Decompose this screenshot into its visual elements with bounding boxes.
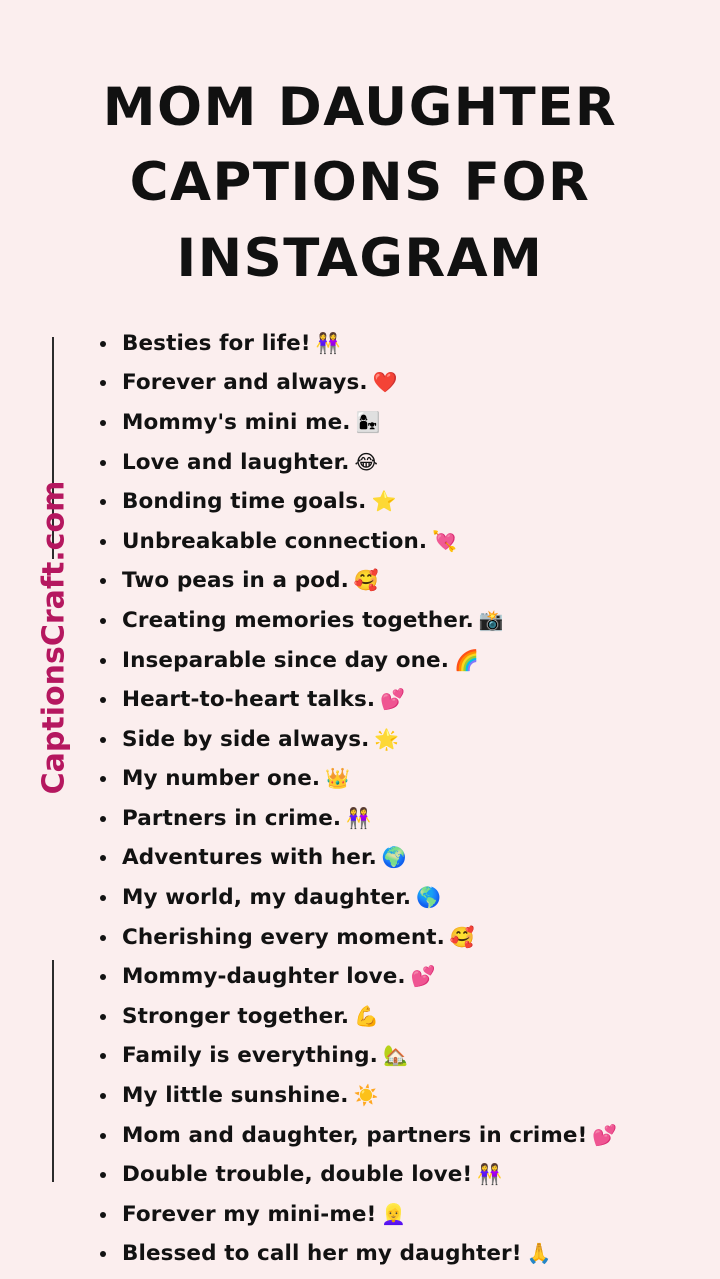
caption-emoji-icon: 👭 xyxy=(477,1162,503,1187)
caption-emoji-icon: 🌍 xyxy=(381,845,407,870)
list-item xyxy=(122,878,690,918)
caption-emoji-icon: 🥰 xyxy=(353,568,379,593)
caption-text: Adventures with her. xyxy=(122,845,377,871)
caption-text: My world, my daughter. xyxy=(122,885,412,911)
caption-text: Blessed to call her my daughter! xyxy=(122,1241,522,1267)
caption-list xyxy=(0,324,720,1274)
list-item xyxy=(122,1155,690,1195)
caption-emoji-icon: 👑 xyxy=(325,766,351,791)
caption-text: Double trouble, double love! xyxy=(122,1162,473,1188)
list-item xyxy=(122,720,690,760)
caption-emoji-icon: 🌈 xyxy=(453,647,479,672)
list-item xyxy=(122,482,690,522)
caption-text: Besties for life! xyxy=(122,330,311,356)
list-item xyxy=(122,1036,690,1076)
caption-emoji-icon: 💘 xyxy=(432,528,458,553)
caption-text: Partners in crime. xyxy=(122,805,342,831)
list-item xyxy=(122,1076,690,1116)
list-item xyxy=(122,641,690,681)
caption-emoji-icon: 👩‍👧 xyxy=(355,409,381,434)
caption-text: Unbreakable connection. xyxy=(122,528,428,554)
caption-text: Love and laughter. xyxy=(122,449,350,475)
caption-emoji-icon: 🌟 xyxy=(374,726,400,751)
caption-emoji-icon: 📸 xyxy=(478,607,504,632)
caption-emoji-icon: 🏡 xyxy=(382,1043,408,1068)
list-item xyxy=(122,561,690,601)
caption-text: Side by side always. xyxy=(122,726,370,752)
caption-emoji-icon: ☀️ xyxy=(353,1083,379,1108)
page-title xyxy=(0,0,720,296)
list-item xyxy=(122,403,690,443)
list-item xyxy=(122,363,690,403)
list-item xyxy=(122,957,690,997)
caption-emoji-icon: 🙏 xyxy=(526,1241,552,1266)
caption-text: Bonding time goals. xyxy=(122,489,367,515)
title-line-3: INSTAGRAM xyxy=(176,227,544,289)
list-item xyxy=(122,1195,690,1235)
caption-text: Inseparable since day one. xyxy=(122,647,449,673)
list-item xyxy=(122,1116,690,1156)
caption-emoji-icon: 👭 xyxy=(315,330,341,355)
caption-emoji-icon: ⭐ xyxy=(371,489,397,514)
caption-text: Heart-to-heart talks. xyxy=(122,687,376,713)
caption-text: Two peas in a pod. xyxy=(122,568,349,594)
caption-text: Family is everything. xyxy=(122,1043,378,1069)
caption-emoji-icon: 💕 xyxy=(410,964,436,989)
list-item xyxy=(122,522,690,562)
list-item xyxy=(122,680,690,720)
decorative-rule-bottom xyxy=(52,960,54,1182)
caption-text: Creating memories together. xyxy=(122,607,474,633)
title-line-1: MOM DAUGHTER xyxy=(102,77,618,138)
caption-text: Forever and always. xyxy=(122,370,368,396)
caption-emoji-icon: ❤️ xyxy=(372,370,398,395)
caption-emoji-icon: 👭 xyxy=(346,805,372,830)
list-item xyxy=(122,997,690,1037)
list-item xyxy=(122,443,690,483)
caption-emoji-icon: 💕 xyxy=(592,1122,618,1147)
caption-text: Cherishing every moment. xyxy=(122,924,445,950)
caption-text: Mommy's mini me. xyxy=(122,409,351,435)
caption-emoji-icon: 💕 xyxy=(380,687,406,712)
caption-text: Stronger together. xyxy=(122,1003,350,1029)
caption-text: My little sunshine. xyxy=(122,1083,349,1109)
watermark-brand: CaptionsCraft.com xyxy=(36,480,72,795)
list-item xyxy=(122,324,690,364)
list-item xyxy=(122,759,690,799)
list-item xyxy=(122,1234,690,1274)
caption-emoji-icon: 🥰 xyxy=(449,924,475,949)
list-item xyxy=(122,799,690,839)
caption-emoji-icon: 😂 xyxy=(354,449,378,474)
caption-text: Forever my mini-me! xyxy=(122,1201,377,1227)
caption-emoji-icon: 💪 xyxy=(354,1003,380,1028)
caption-emoji-icon: 🌎 xyxy=(416,885,442,910)
caption-emoji-icon: 👱‍♀️ xyxy=(381,1201,407,1226)
list-item xyxy=(122,601,690,641)
list-item xyxy=(122,838,690,878)
caption-text: Mom and daughter, partners in crime! xyxy=(122,1122,588,1148)
caption-text: Mommy-daughter love. xyxy=(122,964,406,990)
title-line-2: CAPTIONS FOR xyxy=(129,152,591,214)
list-item xyxy=(122,918,690,958)
caption-text: My number one. xyxy=(122,766,321,792)
